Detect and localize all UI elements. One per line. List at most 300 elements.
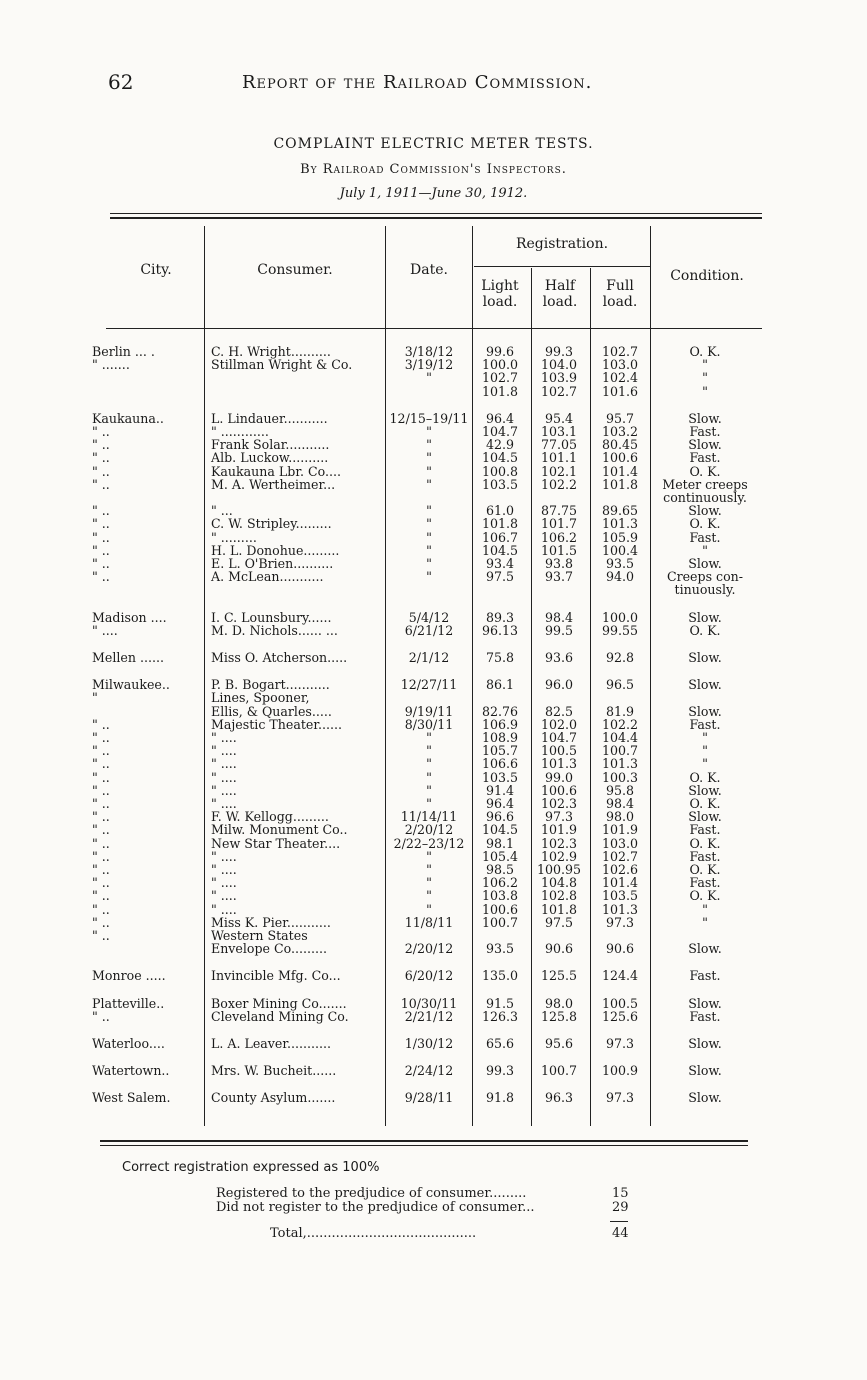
row-half-load: 101.5 (540, 542, 578, 558)
row-consumer: " .... (211, 769, 237, 785)
row-consumer: Miss K. Pier........... (211, 914, 331, 930)
row-condition: Fast. (689, 529, 721, 545)
table-row (0, 902, 867, 916)
row-consumer: C. H. Wright.......... (211, 344, 331, 359)
row-full-load: 103.2 (601, 424, 639, 439)
table-row (0, 477, 867, 491)
row-date: " (426, 569, 432, 585)
table-row (0, 756, 867, 770)
row-light-load: 106.2 (481, 875, 519, 891)
row-consumer: M. D. Nichols...... ... (211, 622, 338, 638)
row-light-load: 104.7 (481, 424, 519, 439)
footer-note: Correct registration expressed as 100% (122, 1160, 380, 1175)
row-consumer: " .... (211, 875, 237, 891)
row-date: " (426, 529, 432, 545)
row-city: " .. (92, 503, 110, 519)
row-light-load: 104.5 (481, 450, 519, 466)
row-city: Berlin ... . (92, 344, 155, 359)
row-half-load: 99.0 (544, 769, 574, 785)
row-date: " (426, 516, 432, 532)
row-city: " .. (92, 756, 110, 772)
row-date: 11/14/11 (400, 809, 458, 825)
row-date: " (426, 730, 432, 745)
row-half-load: 104.8 (540, 875, 578, 891)
row-full-load: 124.4 (601, 968, 639, 984)
row-consumer: Miss O. Atcherson..... (211, 650, 348, 665)
row-condition: O. K. (689, 862, 721, 877)
row-light-load: 105.7 (481, 743, 519, 759)
row-date: 12/27/11 (400, 677, 458, 693)
row-consumer: Kaukauna Lbr. Co.... (211, 463, 341, 479)
registration-rule (474, 266, 651, 267)
row-full-load: 93.5 (605, 556, 635, 571)
row-consumer: H. L. Donohue......... (211, 542, 340, 558)
row-half-load: 97.5 (544, 914, 574, 930)
row-city: " .. (92, 875, 110, 891)
row-date: " (426, 888, 432, 904)
row-condition: Slow. (688, 1090, 722, 1106)
table-row (0, 610, 867, 624)
top-rule (110, 213, 762, 214)
row-half-load: 96.0 (544, 677, 574, 693)
row-condition: Fast. (689, 968, 721, 984)
row-full-load: 101.8 (601, 476, 639, 492)
row-date: " (426, 424, 432, 439)
col-header-registration: Registration. (515, 236, 609, 252)
row-consumer: I. C. Lounsbury...... (211, 609, 332, 625)
row-half-load: 95.6 (544, 1036, 574, 1051)
running-title: Report of the Railroad Commission. (242, 72, 593, 93)
page-number: 62 (108, 70, 134, 94)
row-full-load: 100.6 (601, 450, 639, 466)
row-half-load: 101.1 (540, 450, 578, 466)
footer-total-value: 44 (612, 1226, 629, 1241)
row-light-load: 103.5 (481, 476, 519, 492)
table-row (0, 928, 867, 942)
row-consumer: Mrs. W. Bucheit...... (211, 1063, 337, 1079)
row-date: 9/28/11 (404, 1090, 454, 1106)
row-light-load: 97.5 (485, 569, 515, 585)
row-light-load: 65.6 (485, 1036, 515, 1051)
row-full-load: 101.3 (601, 516, 639, 532)
row-light-load: 108.9 (481, 730, 519, 745)
row-full-load: 97.3 (605, 914, 635, 930)
row-consumer: " ............ (211, 424, 269, 439)
row-full-load: 81.9 (605, 703, 635, 719)
row-city: " .. (92, 556, 110, 571)
row-city: West Salem. (92, 1090, 171, 1106)
row-consumer: A. McLean........... (211, 569, 324, 585)
row-half-load: 104.7 (540, 730, 578, 745)
row-city: Milwaukee.. (92, 677, 170, 693)
row-consumer: Majestic Theater...... (211, 716, 343, 732)
row-city: " .. (92, 437, 110, 453)
row-full-load: 95.8 (605, 782, 635, 798)
row-half-load: 100.6 (540, 782, 578, 798)
row-full-load: 103.5 (601, 888, 639, 904)
row-condition: " (702, 743, 708, 759)
footer-total-label: Total,......................................... (270, 1226, 477, 1241)
row-light-load: 96.4 (485, 410, 515, 426)
row-condition: O. K. (689, 463, 721, 479)
row-city: Mellen ...... (92, 650, 164, 665)
col-header-half: Half load. (542, 278, 578, 310)
row-half-load: 93.7 (544, 569, 574, 585)
row-condition: Slow. (688, 410, 722, 426)
row-full-load: 97.3 (605, 1090, 635, 1106)
row-city: " .. (92, 542, 110, 558)
row-half-load: 99.3 (544, 344, 574, 359)
row-light-load: 104.5 (481, 542, 519, 558)
row-condition: Fast. (689, 450, 721, 466)
row-city: " .. (92, 809, 110, 825)
row-city: " .. (92, 1008, 110, 1024)
row-city: " .. (92, 822, 110, 838)
row-city: Kaukauna.. (92, 410, 164, 426)
row-light-load: 98.5 (485, 862, 515, 877)
row-light-load: 103.5 (481, 769, 519, 785)
row-light-load: 96.4 (485, 796, 515, 811)
row-date: 5/4/12 (408, 609, 450, 625)
row-full-load: 97.3 (605, 1036, 635, 1051)
table-row (0, 941, 867, 955)
row-full-load: 105.9 (601, 529, 639, 545)
row-consumer: P. B. Bogart........... (211, 677, 330, 693)
table-row (0, 503, 867, 517)
row-condition: O. K. (689, 769, 721, 785)
row-full-load: 100.0 (601, 609, 639, 625)
row-full-load: 90.6 (605, 941, 635, 957)
row-city: " .. (92, 716, 110, 732)
row-half-load: 104.0 (540, 357, 578, 373)
row-full-load: 101.3 (601, 901, 639, 917)
row-date: " (426, 875, 432, 891)
row-full-load: 102.7 (601, 848, 639, 864)
row-half-load: 102.1 (540, 463, 578, 479)
row-city: Platteville.. (92, 995, 165, 1011)
row-date: 11/8/11 (404, 914, 454, 930)
row-condition: Creeps con- (666, 569, 744, 585)
row-half-load: 102.0 (540, 716, 578, 732)
row-half-load: 90.6 (544, 941, 574, 957)
row-city: Monroe ..... (92, 968, 166, 984)
row-full-load: 95.7 (605, 410, 635, 426)
row-condition: Slow. (688, 703, 722, 719)
row-condition: " (702, 370, 708, 386)
row-date: " (426, 370, 432, 386)
row-half-load: 98.0 (544, 995, 574, 1011)
row-condition: Fast. (689, 875, 721, 891)
row-city: " .. (92, 730, 110, 745)
row-consumer: Milw. Monument Co.. (211, 822, 348, 838)
row-date: " (426, 556, 432, 571)
row-half-load: 87.75 (540, 503, 578, 519)
row-light-load: 100.6 (481, 901, 519, 917)
table-row (0, 1036, 867, 1050)
row-half-load: 101.8 (540, 901, 578, 917)
row-city: " .. (92, 529, 110, 545)
row-condition: O. K. (689, 796, 721, 811)
row-half-load: 102.9 (540, 848, 578, 864)
row-date: 9/19/11 (404, 703, 454, 719)
row-full-load: 99.55 (601, 622, 639, 638)
row-city: " .. (92, 862, 110, 877)
row-half-load: 97.3 (544, 809, 574, 825)
row-consumer: Invincible Mfg. Co... (211, 968, 341, 984)
table-row (0, 424, 867, 438)
date-range: July 1, 1911—June 30, 1912. (339, 186, 528, 201)
row-light-load: 61.0 (485, 503, 515, 519)
table-row (0, 384, 867, 398)
table-subtitle: By Railroad Commission's Inspectors. (300, 162, 567, 177)
row-half-load: 93.6 (544, 650, 574, 665)
row-city: " .. (92, 569, 110, 585)
bottom-rule (100, 1140, 748, 1142)
col-header-date: Date. (410, 262, 448, 278)
row-half-load: 102.3 (540, 796, 578, 811)
table-row (0, 1009, 867, 1023)
row-date: 1/30/12 (404, 1036, 454, 1051)
row-full-load: 101.3 (601, 756, 639, 772)
row-consumer: " .... (211, 782, 237, 798)
col-header-city: City. (140, 262, 172, 278)
row-date: 2/21/12 (404, 1008, 454, 1024)
row-half-load: 101.9 (540, 822, 578, 838)
row-city: " .. (92, 848, 110, 864)
row-date: " (426, 782, 432, 798)
row-consumer: L. A. Leaver........... (211, 1036, 332, 1051)
row-light-load: 98.1 (485, 835, 515, 851)
table-row (0, 875, 867, 889)
row-light-load: 91.8 (485, 1090, 515, 1106)
row-condition: Slow. (688, 1063, 722, 1079)
row-full-load: 102.7 (601, 344, 639, 359)
row-city: " .. (92, 424, 110, 439)
table-row (0, 1063, 867, 1077)
row-date: " (426, 901, 432, 917)
row-condition: " (702, 383, 708, 399)
row-full-load: 102.4 (601, 370, 639, 386)
row-date: 2/22–23/12 (393, 835, 465, 851)
row-city: " .. (92, 835, 110, 851)
row-consumer: Alb. Luckow.......... (211, 450, 329, 466)
row-condition: Slow. (688, 503, 722, 519)
row-condition: " (702, 542, 708, 558)
row-light-load: 100.0 (481, 357, 519, 373)
table-row (0, 530, 867, 544)
row-full-load: 103.0 (601, 835, 639, 851)
row-date: 2/24/12 (404, 1063, 454, 1079)
row-condition: Slow. (688, 609, 722, 625)
row-light-load: 75.8 (485, 650, 515, 665)
row-light-load: 91.4 (485, 782, 515, 798)
row-condition: Fast. (689, 822, 721, 838)
row-half-load: 102.8 (540, 888, 578, 904)
table-row (0, 849, 867, 863)
row-date: 6/21/12 (404, 622, 454, 638)
row-city: " .. (92, 888, 110, 904)
row-light-load: 103.8 (481, 888, 519, 904)
row-city: " .. (92, 782, 110, 798)
row-condition: Fast. (689, 1008, 721, 1024)
row-date: " (426, 503, 432, 519)
table-row (0, 888, 867, 902)
row-full-load: 101.4 (601, 463, 639, 479)
row-half-load: 99.5 (544, 622, 574, 638)
bottom-rule-2 (100, 1145, 748, 1146)
row-full-load: 102.2 (601, 716, 639, 732)
row-date: 2/20/12 (404, 822, 454, 838)
table-row (0, 411, 867, 425)
row-condition: Fast. (689, 424, 721, 439)
row-full-load: 98.0 (605, 809, 635, 825)
row-half-load: 102.7 (540, 383, 578, 399)
row-full-load: 100.4 (601, 542, 639, 558)
row-full-load: 125.6 (601, 1008, 639, 1024)
row-date: " (426, 756, 432, 772)
row-date: 2/20/12 (404, 941, 454, 957)
row-date: 10/30/11 (400, 995, 458, 1011)
row-date: 3/19/12 (404, 357, 454, 373)
table-row (0, 437, 867, 451)
row-half-load: 96.3 (544, 1090, 574, 1106)
row-consumer: F. W. Kellogg......... (211, 809, 329, 825)
table-row (0, 836, 867, 850)
table-row (0, 690, 867, 704)
row-half-load: 100.7 (540, 1063, 578, 1079)
table-row (0, 743, 867, 757)
row-condition: " (702, 901, 708, 917)
row-city: Watertown.. (92, 1063, 170, 1079)
row-consumer: Lines, Spooner, (211, 690, 310, 706)
row-consumer: " .... (211, 901, 237, 917)
row-light-load: 86.1 (485, 677, 515, 693)
row-half-load: 95.4 (544, 410, 574, 426)
row-consumer: Frank Solar........... (211, 437, 330, 453)
row-city: " .. (92, 796, 110, 811)
row-date: 2/1/12 (408, 650, 450, 665)
row-condition: Fast. (689, 716, 721, 732)
row-consumer: " .... (211, 743, 237, 759)
table-row (0, 450, 867, 464)
col-header-full: Full load. (602, 278, 638, 310)
row-consumer: " .... (211, 756, 237, 772)
row-full-load: 100.3 (601, 769, 639, 785)
row-condition: Slow. (688, 677, 722, 693)
row-half-load: 82.5 (544, 703, 574, 719)
footer-value-1: 15 (612, 1186, 629, 1201)
row-condition: " (702, 914, 708, 930)
row-condition: continuously. (663, 490, 747, 505)
row-consumer: " .... (211, 862, 237, 877)
row-date: " (426, 450, 432, 466)
table-row (0, 704, 867, 718)
row-consumer: E. L. O'Brien.......... (211, 556, 334, 571)
row-light-load: 135.0 (481, 968, 519, 984)
table-row (0, 915, 867, 929)
top-rule-2 (110, 217, 762, 219)
row-consumer: Cleveland Mining Co. (211, 1008, 349, 1024)
row-city: " .. (92, 928, 110, 943)
table-row (0, 677, 867, 691)
row-date: " (426, 476, 432, 492)
table-row (0, 623, 867, 637)
row-full-load: 96.5 (605, 677, 635, 693)
row-half-load: 103.1 (540, 424, 578, 439)
row-city: " .. (92, 450, 110, 466)
table-row (0, 357, 867, 371)
table-row (0, 822, 867, 836)
table-row (0, 650, 867, 664)
row-city: " .. (92, 914, 110, 930)
row-consumer: New Star Theater.... (211, 835, 341, 851)
row-light-load: 99.3 (485, 1063, 515, 1079)
row-consumer: Stillman Wright & Co. (211, 357, 353, 373)
row-light-load: 105.4 (481, 848, 519, 864)
row-condition: Slow. (688, 437, 722, 453)
col-header-light: Light load. (481, 278, 519, 310)
row-condition: Slow. (688, 650, 722, 665)
row-full-load: 80.45 (601, 437, 639, 453)
row-light-load: 42.9 (485, 437, 515, 453)
row-full-load: 92.8 (605, 650, 635, 665)
table-row (0, 717, 867, 731)
table-row (0, 344, 867, 358)
table-row (0, 862, 867, 876)
row-full-load: 100.9 (601, 1063, 639, 1079)
row-consumer: " .... (211, 848, 237, 864)
row-condition: O. K. (689, 888, 721, 904)
row-city: " .. (92, 743, 110, 759)
row-consumer: Western States (211, 928, 308, 943)
row-city: " (92, 690, 98, 706)
table-row (0, 370, 867, 384)
table-row (0, 996, 867, 1010)
row-full-load: 89.65 (601, 503, 639, 519)
row-condition: O. K. (689, 516, 721, 532)
row-light-load: 82.76 (481, 703, 519, 719)
row-condition: Slow. (688, 1036, 722, 1051)
row-full-load: 101.4 (601, 875, 639, 891)
row-light-load: 100.7 (481, 914, 519, 930)
row-light-load: 104.5 (481, 822, 519, 838)
row-light-load: 89.3 (485, 609, 515, 625)
row-date: " (426, 463, 432, 479)
row-condition: Slow. (688, 556, 722, 571)
row-light-load: 106.6 (481, 756, 519, 772)
row-condition: Slow. (688, 782, 722, 798)
row-date: " (426, 542, 432, 558)
row-condition: Meter creeps (662, 476, 748, 492)
table-row (0, 464, 867, 478)
row-consumer: C. W. Stripley......... (211, 516, 332, 532)
row-full-load: 100.7 (601, 743, 639, 759)
row-date: " (426, 743, 432, 759)
row-condition: O. K. (689, 344, 721, 359)
row-half-load: 77.05 (540, 437, 578, 453)
row-half-load: 101.7 (540, 516, 578, 532)
row-light-load: 102.7 (481, 370, 519, 386)
row-city: Waterloo.... (92, 1036, 165, 1051)
row-city: " .. (92, 476, 110, 492)
row-consumer: " .... (211, 730, 237, 745)
row-light-load: 91.5 (485, 995, 515, 1011)
row-date: 6/20/12 (404, 968, 454, 984)
table-row (0, 1090, 867, 1104)
row-condition: " (702, 730, 708, 745)
row-light-load: 101.8 (481, 516, 519, 532)
row-city: " .. (92, 463, 110, 479)
